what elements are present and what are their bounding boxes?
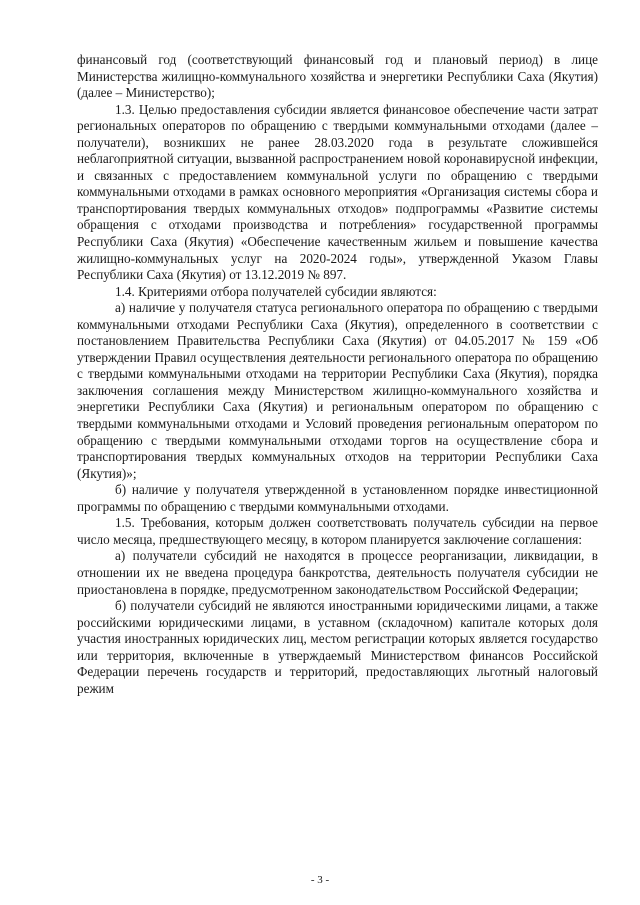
paragraph-continuation: финансовый год (соответствующий финансовый год и плановый период) в лице Министерства жилищно-коммунального хозяйства и энергетики Республики Саха (Якутия) (далее – Министерство); <box>77 52 598 101</box>
paragraph-1-4-a: а) наличие у получателя статуса регионального оператора по обращению с твердыми коммунальными отходами Республики Саха (Якутия), определенного в соответствии с постановлением Правительства Республики Саха (Якутия) от 04.05.2017 № 159 «Об утверждении Правил осуществления деятельности регионального оператора по обращению с твердыми коммунальными отходами на территории Республики Саха (Якутия), порядка заключения соглашения между Министерством жилищно-коммунального хозяйства и энергетики Республики Саха (Якутия) и региональным оператором по обращению с твердыми коммунальными отходами и Условий проведения региональным оператором по обращению с твердыми коммунальными отходами торгов на осуществление сбора и транспортирования твердых коммунальных отходов на территории Республики Саха (Якутия)»; <box>77 300 598 481</box>
page-number: - 3 - <box>310 874 330 886</box>
paragraph-1-5-requirements: 1.5. Требования, которым должен соответствовать получатель субсидии на первое число месяца, предшествующего месяцу, в котором планируется заключение соглашения: <box>77 515 598 547</box>
paragraph-1-4-b: б) наличие у получателя утвержденной в установленном порядке инвестиционной программы по обращению с твердыми коммунальными отходами. <box>77 482 598 514</box>
paragraph-1-3-purpose: 1.3. Целью предоставления субсидии является финансовое обеспечение части затрат региональных операторов по обращению с твердыми коммунальными отходами (далее – получатели), возникших не ранее 28.03.2020 года в результате сложившейся неблагоприятной ситуации, вызванной распространением новой коронавирусной инфекции, и связанных с предоставлением коммунальной услуги по обращению с твердыми коммунальными отходами в рамках основного мероприятия «Организация системы сбора и транспортирования твердых коммунальных отходов» подпрограммы «Развитие системы обращения с отходами производства и потребления» государственной программы Республики Саха (Якутия) «Обеспечение качественным жильем и повышение качества жилищно-коммунальных услуг на 2020-2024 годы», утвержденной Указом Главы Республики Саха (Якутия) от 13.12.2019 № 897. <box>77 101 598 283</box>
document-body <box>77 52 598 697</box>
paragraph-1-5-a: а) получатели субсидий не находятся в процессе реорганизации, ликвидации, в отношении их не введена процедура банкротства, деятельность получателя субсидии не приостановлена в порядке, предусмотренном законодательством Российской Федерации; <box>77 548 598 597</box>
paragraph-1-4-criteria: 1.4. Критериями отбора получателей субсидии являются: <box>115 283 437 299</box>
paragraph-1-5-b: б) получатели субсидий не являются иностранными юридическими лицами, а также российскими юридическими лицами, в уставном (складочном) капитале которых доля участия иностранных юридических лиц, местом регистрации которых является государство или территория, включенные в утверждаемый Министерством финансов Российской Федерации перечень государств и территорий, предоставляющих льготный налоговый режим <box>77 598 598 696</box>
